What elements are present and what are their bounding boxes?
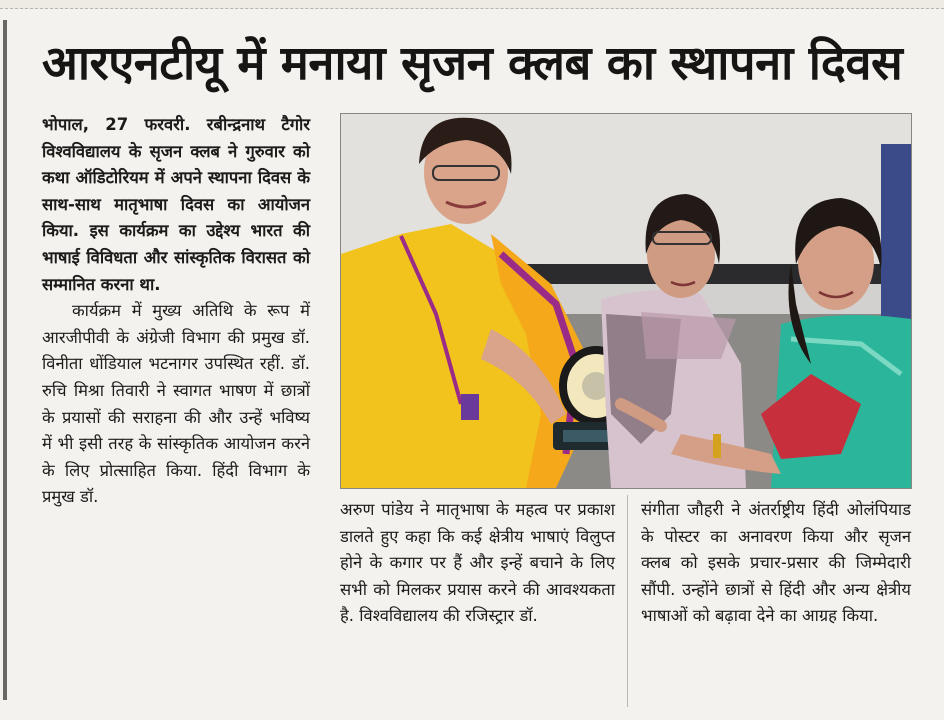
article-photo [341, 114, 911, 488]
article-column-middle: अरुण पांडेय ने मातृभाषा के महत्व पर प्रकाश डालते हुए कहा कि कई क्षेत्रीय भाषाएं विलुप्त होने के कगार पर हैं और इन्हें बचाने के लिए सभी को मिलकर प्रयास करने की आवश्यकता है. विश्वविद्यालय की रजिस्ट्रार डॉ. [340, 500, 615, 626]
article-dateline: भोपाल, 27 फरवरी. [42, 115, 191, 134]
previous-article-strip [0, 0, 944, 9]
article-lead-text: रबीन्द्रनाथ टैगोर विश्वविद्यालय के सृजन क्लब ने गुरुवार को कथा ऑडिटोरियम में अपने स्थापना दिवस के साथ-साथ मातृभाषा दिवस का आयोजन किया. इस कार्यक्रम का उद्देश्य भारत की भाषाई विविधता और सांस्कृतिक विरासत को सम्मानित करना था. [42, 115, 311, 294]
article-column-right: संगीता जौहरी ने अंतर्राष्ट्रीय हिंदी ओलंपियाड के पोस्टर का अनावरण किया और सृजन क्लब को इसके प्रचार-प्रसार की जिम्मेदारी सौंपी. उन्होंने छात्रों से हिंदी और अन्य क्षेत्रीय भाषाओं को बढ़ावा देने का आग्रह किया. [641, 500, 911, 626]
page-edge-bar [3, 20, 7, 700]
column-divider [627, 495, 628, 707]
article-lead [42, 112, 310, 298]
article-paragraph: कार्यक्रम में मुख्य अतिथि के रूप में आरजीपीवी के अंग्रेजी विभाग की प्रमुख डॉ. विनीता धोंडियाल भटनागर उपस्थित रहीं. डॉ. रुचि मिश्रा तिवारी ने स्वागत भाषण में छात्रों के प्रयासों की सराहना की और उन्हें भविष्य में भी इसी तरह के सांस्कृतिक आयोजन करने के लिए प्रोत्साहित किया. हिंदी विभाग के प्रमुख डॉ. [42, 301, 310, 507]
article-column-left [42, 112, 310, 511]
article-headline: आरएनटीयू में मनाया सृजन क्लब का स्थापना दिवस [42, 36, 903, 91]
